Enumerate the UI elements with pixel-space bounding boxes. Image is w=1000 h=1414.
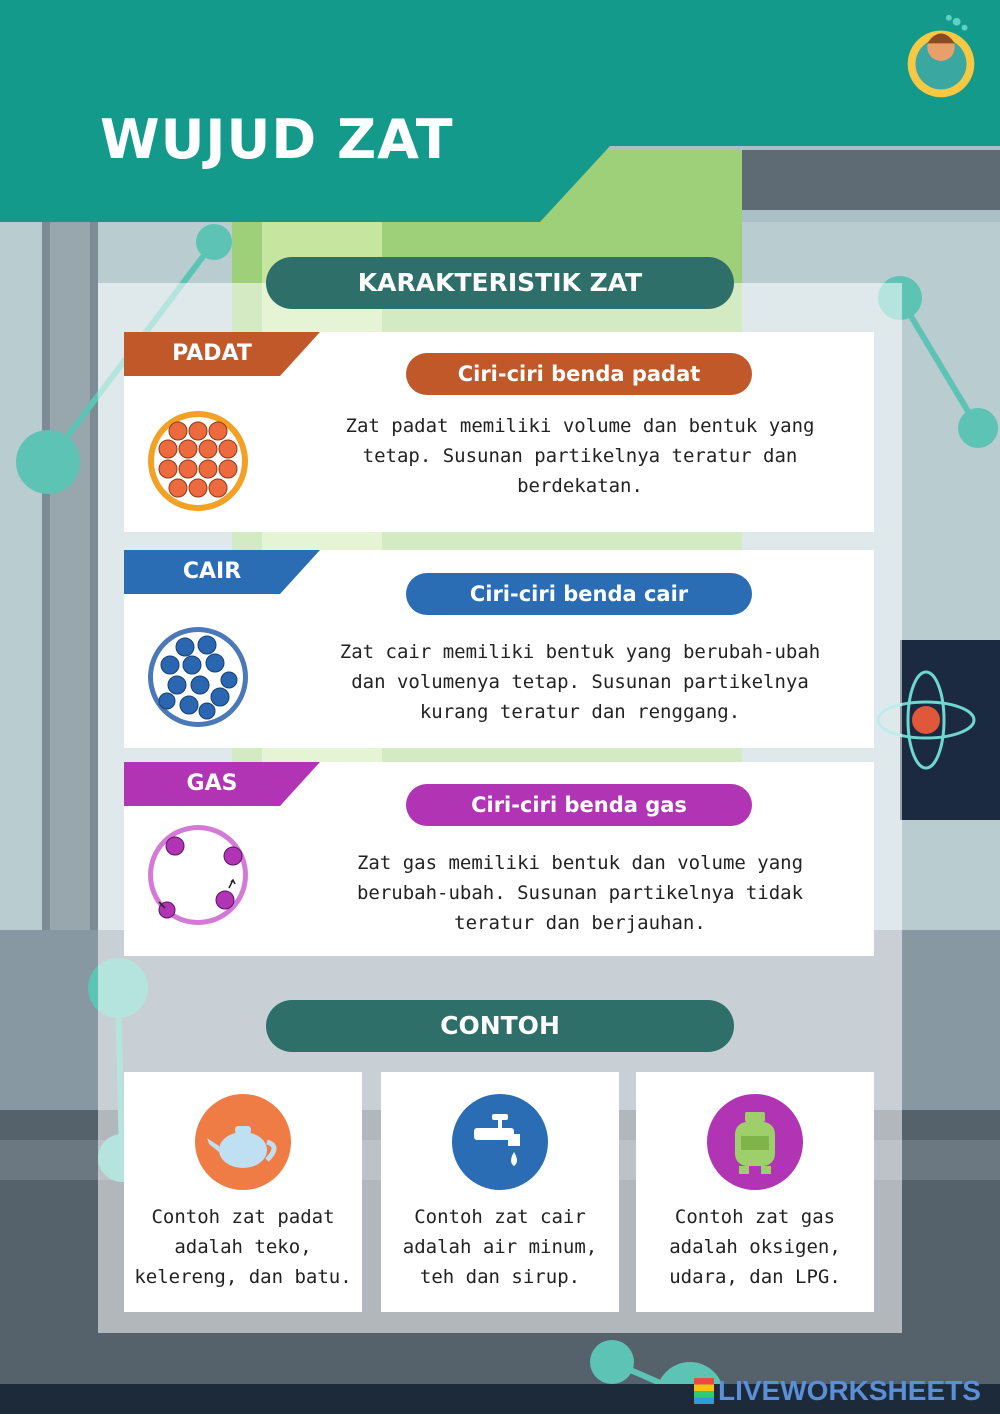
padat-description: Zat padat memiliki volume dan bentuk yang tetap. Susunan partikelnya teratur dan berdekatan.: [345, 415, 815, 497]
gas-cylinder-icon: [707, 1094, 803, 1190]
cair-subtitle: Ciri-ciri benda cair: [406, 573, 752, 615]
contoh-padat-text: Contoh zat padat adalah teko, kelereng, dan batu.: [134, 1206, 352, 1288]
cair-tag-label: CAIR: [182, 559, 242, 584]
contoh-cair-card: [381, 1072, 619, 1312]
teapot-icon: [195, 1094, 291, 1190]
cair-description: Zat cair memiliki bentuk yang berubah-ubah dan volumenya tetap. Susunan partikelnya kurang teratur dan renggang.: [339, 641, 821, 723]
contoh-gas-text: Contoh zat gas adalah oksigen, udara, dan LPG.: [669, 1206, 841, 1288]
gas-subtitle: Ciri-ciri benda gas: [406, 784, 752, 826]
gas-description: Zat gas memiliki bentuk dan volume yang berubah-ubah. Susunan partikelnya tidak teratur dan berjauhan.: [356, 852, 804, 934]
contoh-heading: CONTOH: [266, 1000, 734, 1052]
gas-particles-icon: [145, 822, 251, 928]
karakteristik-heading: KARAKTERISTIK ZAT: [266, 257, 734, 309]
padat-subtitle: Ciri-ciri benda padat: [406, 353, 752, 395]
contoh-gas-card: [636, 1072, 874, 1312]
cair-tag: [124, 550, 320, 594]
live-badge-icon: [694, 1378, 714, 1404]
gas-tag-label: GAS: [186, 771, 238, 796]
contoh-padat-card: [124, 1072, 362, 1312]
liquid-particles-icon: [145, 625, 251, 729]
liveworksheets-logo: [694, 1374, 981, 1408]
gas-tag: [124, 762, 320, 806]
faucet-icon: [452, 1094, 548, 1190]
padat-tag-label: PADAT: [172, 341, 252, 366]
logo-badge-icon: [892, 10, 990, 108]
solid-particles-icon: [145, 408, 251, 514]
liveworksheets-brand: LIVEWORKSHEETS: [718, 1375, 981, 1406]
page-title: WUJUD ZAT: [100, 108, 454, 171]
padat-tag: [124, 332, 320, 376]
contoh-cair-text: Contoh zat cair adalah air minum, teh dan sirup.: [402, 1206, 598, 1288]
